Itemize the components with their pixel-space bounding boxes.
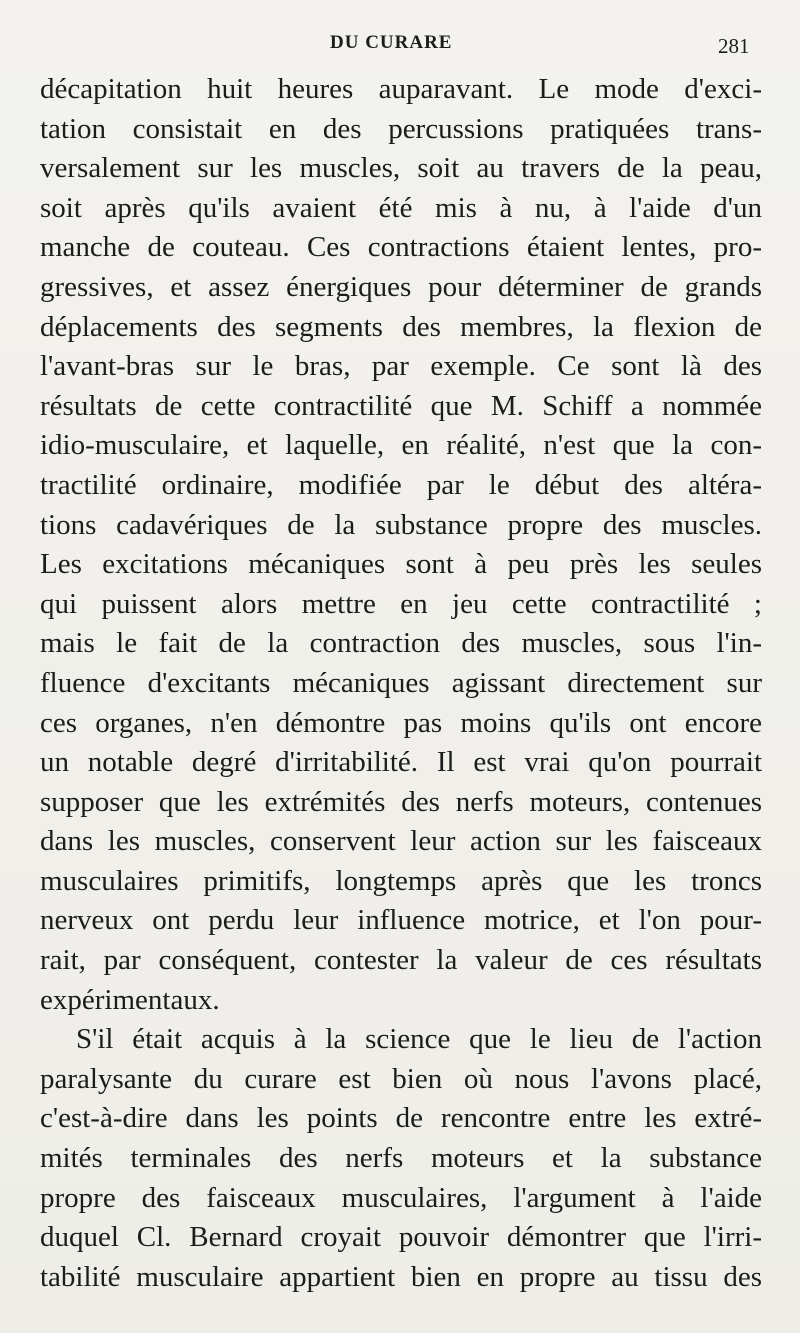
page-number: 281 <box>718 34 750 58</box>
text-line: duquel Cl. Bernard croyait pouvoir démontrer que l'irri- <box>40 1221 762 1254</box>
text-line: soit après qu'ils avaient été mis à nu, à l'aide d'un <box>40 191 762 224</box>
text-line: tabilité musculaire appartient bien en propre au tissu des <box>40 1260 762 1293</box>
text-line: manche de couteau. Ces contractions étaient lentes, pro- <box>40 231 762 264</box>
text-line: tractilité ordinaire, modifiée par le début des altéra- <box>40 468 762 501</box>
text-line: fluence d'excitants mécaniques agissant directement sur <box>40 666 762 699</box>
text-line: mais le fait de la contraction des muscles, sous l'in- <box>40 627 762 660</box>
text-line: décapitation huit heures auparavant. Le mode d'exci- <box>40 73 762 105</box>
text-line: rait, par conséquent, contester la valeur de ces résultats <box>40 944 762 977</box>
page-header <box>0 32 800 62</box>
text-line: mités terminales des nerfs moteurs et la substance <box>40 1142 762 1175</box>
text-line: déplacements des segments des membres, la flexion de <box>40 310 762 343</box>
text-line: tions cadavériques de la substance propre des muscles. <box>40 508 762 541</box>
text-line: qui puissent alors mettre en jeu cette contractilité ; <box>40 587 762 620</box>
text-line: l'avant-bras sur le bras, par exemple. Ce sont là des <box>40 350 762 383</box>
text-line: nerveux ont perdu leur influence motrice, et l'on pour- <box>40 904 762 937</box>
text-line: propre des faisceaux musculaires, l'argument à l'aide <box>40 1181 762 1214</box>
text-line: gressives, et assez énergiques pour déterminer de grands <box>40 270 762 303</box>
body-text <box>40 70 762 1297</box>
text-line: tation consistait en des percussions pratiquées trans- <box>40 112 762 145</box>
text-line: dans les muscles, conservent leur action sur les faisceaux <box>40 825 762 858</box>
text-line: supposer que les extrémités des nerfs moteurs, contenues <box>40 785 762 818</box>
text-line: un notable degré d'irritabilité. Il est vrai qu'on pourrait <box>40 746 762 779</box>
text-line: ces organes, n'en démontre pas moins qu'ils ont encore <box>40 706 762 739</box>
text-line: musculaires primitifs, longtemps après que les troncs <box>40 864 762 897</box>
text-line: S'il était acquis à la science que le lieu de l'action <box>76 1023 762 1056</box>
text-line: paralysante du curare est bien où nous l'avons placé, <box>40 1062 762 1095</box>
running-title: DU CURARE <box>330 32 453 53</box>
text-line: idio-musculaire, et laquelle, en réalité, n'est que la con- <box>40 429 762 462</box>
text-line: résultats de cette contractilité que M. Schiff a nommée <box>40 389 762 422</box>
text-line: expérimentaux. <box>40 983 220 1016</box>
text-line: c'est-à-dire dans les points de rencontre entre les extré- <box>40 1102 762 1135</box>
text-line: Les excitations mécaniques sont à peu près les seules <box>40 548 762 581</box>
text-line: versalement sur les muscles, soit au travers de la peau, <box>40 152 762 185</box>
